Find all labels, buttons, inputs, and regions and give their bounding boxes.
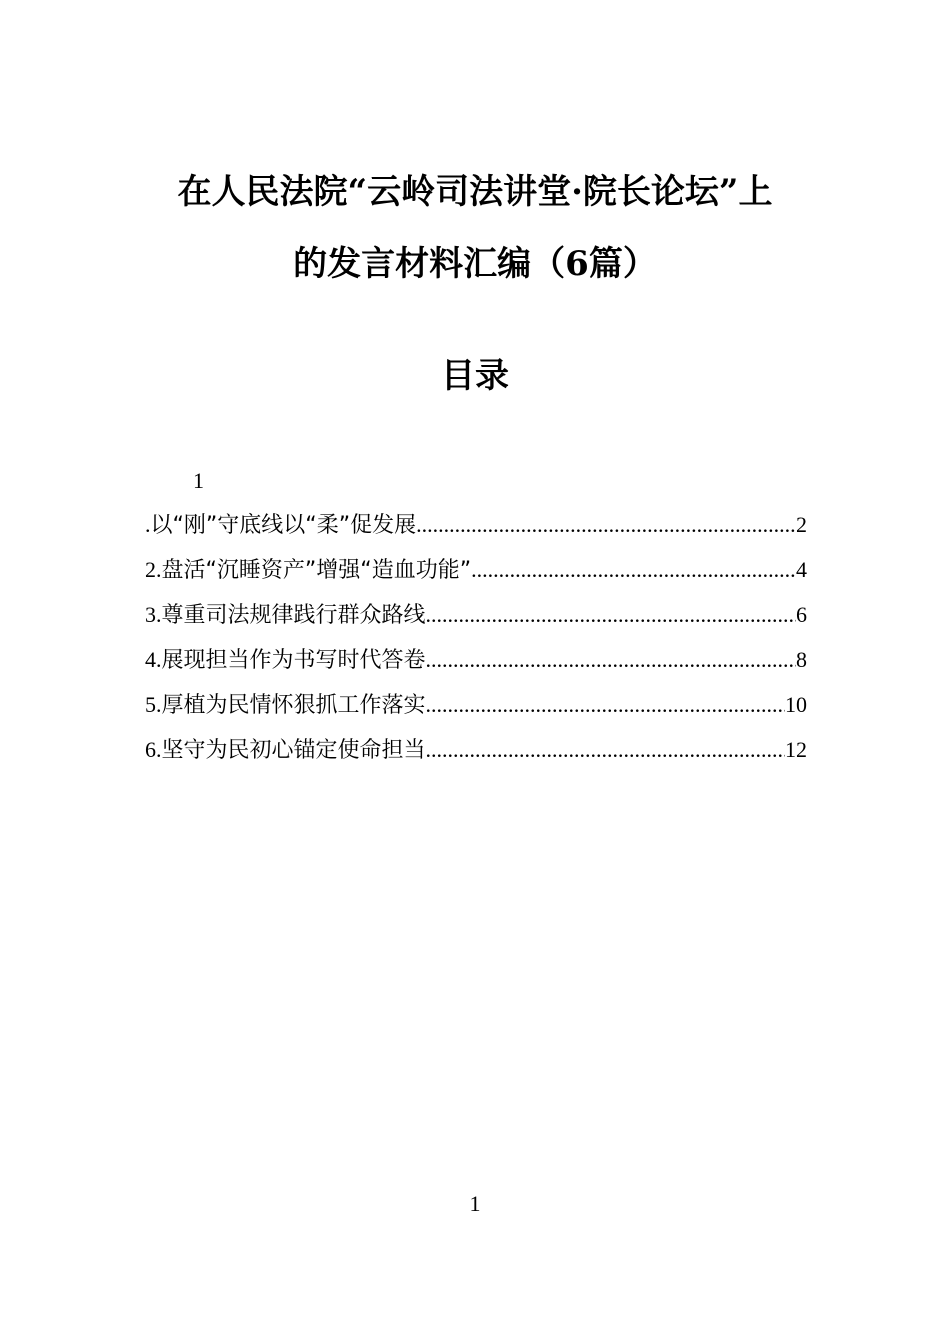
toc-entry-prefix: 6.	[145, 737, 162, 762]
toc-entry-title	[145, 733, 426, 768]
toc-entry-title	[145, 643, 426, 678]
toc-dot-leader	[416, 508, 796, 542]
toc-entry-page: 8	[796, 647, 807, 672]
toc-entry-text: 展现担当作为书写时代答卷	[161, 648, 426, 673]
toc-entry-4[interactable]	[145, 643, 807, 688]
toc-entry-title	[145, 598, 426, 633]
toc-entry-text: 坚守为民初心锚定使命担当	[161, 738, 426, 763]
toc-dot-leader	[426, 598, 796, 632]
toc-entry-1[interactable]	[145, 508, 807, 553]
toc-entry-title	[145, 553, 471, 588]
toc-dot-leader	[426, 688, 785, 722]
toc-entry-prefix: .	[145, 512, 151, 537]
toc-dot-leader	[426, 733, 785, 767]
toc-entry-text: 尊重司法规律践行群众路线	[161, 603, 426, 628]
toc-entry-6[interactable]	[145, 733, 807, 778]
toc-first-entry-number: 1	[193, 468, 204, 493]
toc-entry-title	[145, 508, 416, 543]
toc-entry-prefix: 3.	[145, 602, 162, 627]
toc-dot-leader	[471, 553, 796, 587]
page-number: 1	[469, 1191, 481, 1216]
toc-entry-prefix: 5.	[145, 692, 162, 717]
toc-entry-text: 以“刚”守底线以“柔”促发展	[150, 513, 417, 538]
table-of-contents	[145, 508, 807, 778]
toc-heading: 目录	[441, 356, 509, 396]
toc-entry-text: 盘活“沉睡资产”增强“造血功能”	[161, 558, 472, 583]
toc-dot-leader	[426, 643, 796, 677]
toc-entry-prefix: 2.	[145, 557, 162, 582]
toc-entry-3[interactable]	[145, 598, 807, 643]
toc-entry-page: 12	[785, 737, 807, 762]
toc-entry-title	[145, 688, 426, 723]
document-title-line-2: 的发言材料汇编（6篇）	[293, 244, 657, 284]
document-title-line-1: 在人民法院“云岭司法讲堂·院长论坛”上	[177, 172, 773, 212]
toc-entry-page: 6	[796, 602, 807, 627]
toc-entry-2[interactable]	[145, 553, 807, 598]
toc-entry-prefix: 4.	[145, 647, 162, 672]
toc-entry-page: 10	[785, 692, 807, 717]
toc-entry-page: 4	[796, 557, 807, 582]
toc-entry-5[interactable]	[145, 688, 807, 733]
toc-entry-text: 厚植为民情怀狠抓工作落实	[161, 693, 426, 718]
toc-entry-page: 2	[796, 512, 807, 537]
